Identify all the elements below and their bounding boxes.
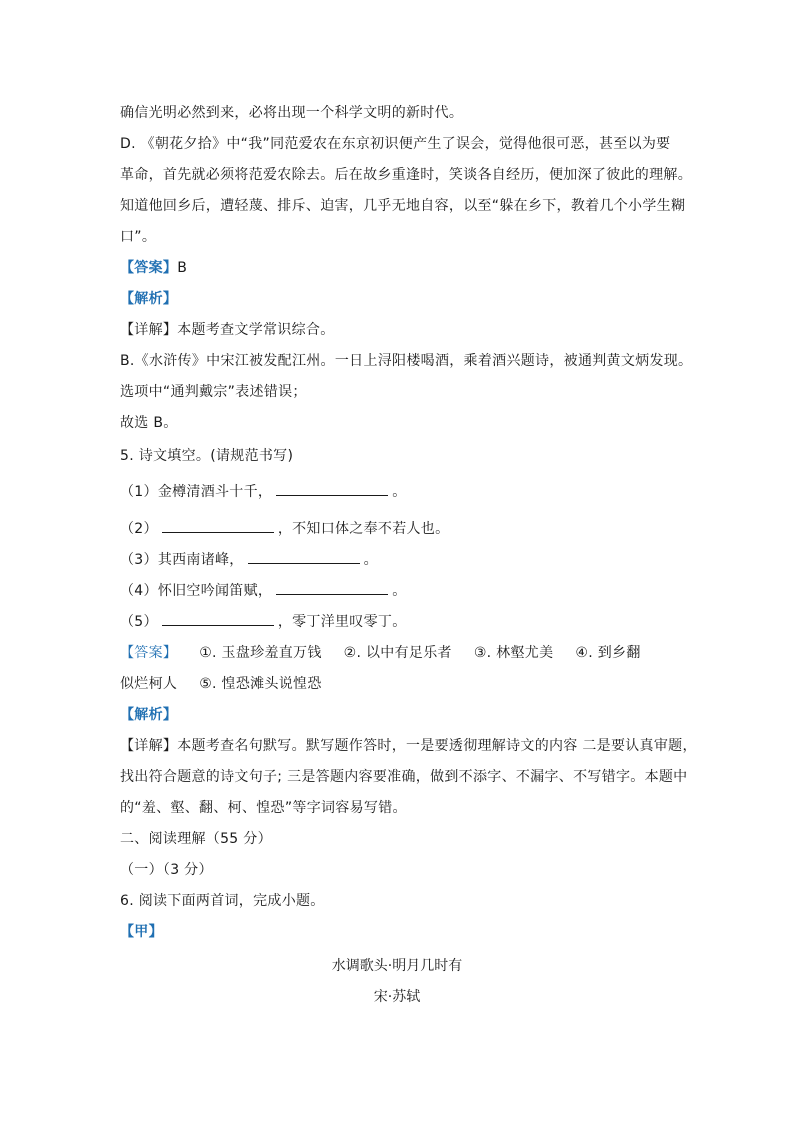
item-after: 。 xyxy=(392,484,407,500)
poem-author: 宋·苏轼 xyxy=(373,989,421,1005)
text-line: 找出符合题意的诗文句子; 三是答题内容要准确，做到不添字、不漏字、不写错字。本题中 xyxy=(120,769,688,785)
answer-line xyxy=(120,643,641,663)
fill-item xyxy=(120,549,378,569)
answer-line xyxy=(120,258,187,278)
fill-item xyxy=(120,580,407,600)
fill-item xyxy=(120,481,407,501)
jia-tag: 【甲】 xyxy=(120,924,163,940)
answer-blank[interactable] xyxy=(248,549,360,564)
question-title: 5. 诗文填空。(请规范书写) xyxy=(120,448,294,464)
text-line: 口”。 xyxy=(120,229,157,245)
answer-continuation: 似烂柯人 xyxy=(120,676,178,692)
answer-3: ③. 林壑尤美 xyxy=(473,645,554,661)
text-line: 知道他回乡后，遭轻蔑、排斥、迫害，几乎无地自容，以至“躲在乡下，教着几个小学生糊 xyxy=(120,198,686,214)
item-num: （3） xyxy=(120,552,158,568)
answer-blank[interactable] xyxy=(162,611,274,626)
item-after: 。 xyxy=(363,552,378,568)
item-num: （5） xyxy=(120,614,158,630)
text-line: 的“羞、壑、翻、柯、惶恐”等字词容易写错。 xyxy=(120,800,407,816)
conclusion-line: 故选 B。 xyxy=(120,415,178,431)
answer-tag: 【答案】 xyxy=(120,260,178,276)
answer-line xyxy=(120,674,322,694)
text-line: D. 《朝花夕拾》中“我”同范爱农在东京初识便产生了误会，觉得他很可恶，甚至以为要 xyxy=(120,136,671,152)
item-after: ，不知口体之奉不若人也。 xyxy=(277,521,450,537)
analysis-label: 【解析】 xyxy=(120,707,178,723)
item-after: ，零丁洋里叹零丁。 xyxy=(277,614,407,630)
detail-line xyxy=(120,736,697,756)
text-line: B.《水浒传》中宋江被发配江州。一日上浔阳楼喝酒，乘着酒兴题诗，被通判黄文炳发现。 xyxy=(120,353,693,369)
detail-tag: 【详解】 xyxy=(120,738,178,754)
fill-item xyxy=(120,518,449,538)
item-before: 怀旧空吟闻笛赋， xyxy=(157,583,273,599)
answer-blank[interactable] xyxy=(276,481,388,496)
detail-tag: 【详解】 xyxy=(120,322,178,338)
detail-line xyxy=(120,320,335,340)
answer-value: B xyxy=(177,260,188,276)
analysis-tag xyxy=(120,705,177,725)
answer-blank[interactable] xyxy=(162,518,274,533)
text-line: 革命，首先就必须将范爱农除去。后在故乡重逢时，笑谈各自经历，便加深了彼此的理解。 xyxy=(120,167,692,183)
answer-4: ④. 到乡翻 xyxy=(575,645,641,661)
text-line: 选项中“通判戴宗”表述错误； xyxy=(120,384,307,400)
item-num: （4） xyxy=(120,583,158,599)
item-num: （1） xyxy=(120,484,158,500)
analysis-tag xyxy=(120,289,177,309)
answer-1: ①. 玉盘珍羞直万钱 xyxy=(199,645,322,661)
question-title: 6. 阅读下面两首词，完成小题。 xyxy=(120,893,325,909)
item-before: 其西南诸峰， xyxy=(157,552,244,568)
answer-tag: 【答案】 xyxy=(120,645,178,661)
analysis-label: 【解析】 xyxy=(120,291,178,307)
item-after: 。 xyxy=(392,583,407,599)
answer-blank[interactable] xyxy=(276,580,388,595)
answer-5: ⑤. 惶恐滩头说惶恐 xyxy=(199,676,322,692)
item-before: 金樽清酒斗十千， xyxy=(157,484,273,500)
subsection-title: （一）（3 分） xyxy=(120,862,213,878)
item-num: （2） xyxy=(120,521,158,537)
jia-label xyxy=(120,922,163,942)
text-line: 确信光明必然到来，必将出现一个科学文明的新时代。 xyxy=(120,105,464,121)
detail-text: 本题考查文学常识综合。 xyxy=(177,322,335,338)
section-title: 二、阅读理解（55 分） xyxy=(120,831,272,847)
fill-item xyxy=(120,611,407,631)
detail-text: 本题考查名句默写。默写题作答时，一是要透彻理解诗文的内容 二是要认真审题， xyxy=(177,738,697,754)
poem-title: 水调歌头·明月几时有 xyxy=(331,958,463,974)
answer-2: ②. 以中有足乐者 xyxy=(343,645,452,661)
